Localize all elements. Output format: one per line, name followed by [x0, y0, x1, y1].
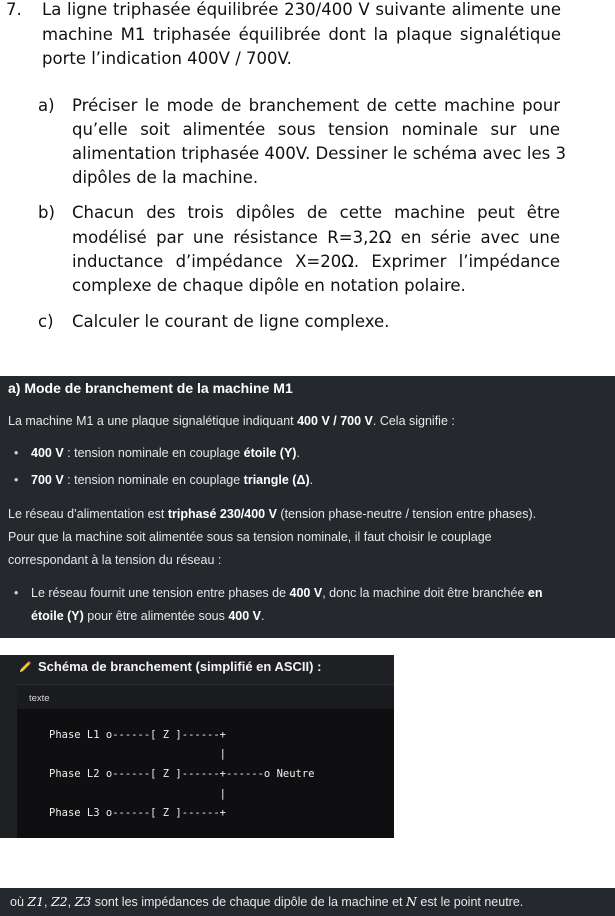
footer-text [10, 894, 523, 909]
answer-paragraph [8, 507, 536, 521]
code-line: Phase L2 o------[ Z ]------+------o Neutre [49, 768, 315, 780]
text: : tension nominale en couplage [63, 446, 244, 460]
exercise-statement [0, 0, 615, 365]
text: . [309, 473, 314, 487]
text: . Cela signifie : [372, 414, 455, 428]
math-z2: Z2 [50, 894, 68, 909]
code-line: Phase L1 o------[ Z ]------+ [49, 729, 227, 741]
bullet-icon: • [14, 446, 19, 460]
part-a-line: Préciser le mode de branchement de cette machine pour [72, 96, 560, 115]
exercise-number: 7. [6, 0, 22, 19]
code-block [17, 684, 394, 838]
text: : tension nominale en couplage [63, 473, 244, 487]
text: est le point neutre. [416, 895, 524, 909]
list-item [31, 586, 542, 600]
answer-paragraph: Pour que la machine soit alimentée sous sa tension nominale, il faut choisir le couplage [8, 530, 492, 544]
bullet-icon: • [14, 586, 19, 600]
part-c-line: Calculer le courant de ligne complexe. [72, 312, 390, 331]
text: pour être alimentée sous [83, 609, 229, 623]
bold-text: 400 V [289, 586, 323, 600]
answer-title: a) Mode de branchement de la machine M1 [8, 380, 293, 396]
code-line: | [49, 788, 227, 800]
pencil-icon [18, 660, 32, 674]
bold-text: 400 V [31, 446, 64, 460]
text: , donc la machine doit être branchée [322, 586, 528, 600]
part-a-label: a) [38, 96, 55, 115]
schema-card [0, 655, 394, 838]
text: . [296, 446, 300, 460]
bold-text: étoile (Y) [243, 446, 297, 460]
part-a-line: dipôles de la machine. [72, 168, 259, 187]
intro-line: machine M1 triphasée équilibrée dont la plaque signalétique [42, 25, 561, 44]
intro-line: porte l’indication 400V / 700V. [42, 49, 292, 68]
part-c-label: c) [38, 312, 54, 331]
code-header [17, 685, 394, 709]
text: , [67, 895, 75, 909]
math-n: N [406, 894, 417, 909]
part-a-line: qu’elle soit alimentée sous tension nominale sur une [72, 120, 560, 139]
bold-text: 400 V / 700 V [297, 414, 373, 428]
list-item [31, 446, 300, 460]
code-line: | [49, 748, 227, 760]
part-b-line: modélisé par une résistance R=3,2Ω en série avec une [72, 228, 560, 247]
text: Le réseau d’alimentation est [8, 507, 168, 521]
bold-text: en [527, 586, 543, 600]
answer-paragraph [8, 414, 455, 428]
code-language-label: texte [29, 693, 50, 704]
code-line: Phase L3 o------[ Z ]------+ [49, 807, 227, 819]
bold-text: étoile (Y) [31, 609, 84, 623]
part-b-label: b) [38, 203, 55, 222]
math-z1: Z1 [27, 894, 45, 909]
math-z3: Z3 [74, 894, 92, 909]
intro-line: La ligne triphasée équilibrée 230/400 V suivante alimente une [42, 0, 561, 19]
part-b-line: inductance d’impédance X=20Ω. Exprimer l’impédance [72, 252, 560, 271]
list-item-continuation [31, 609, 264, 623]
bold-text: 700 V [31, 473, 64, 487]
answer-block [0, 376, 615, 638]
bold-text: triangle (Δ) [243, 473, 310, 487]
bold-text: 400 V [228, 609, 261, 623]
part-b-line: complexe de chaque dipôle en notation polaire. [72, 276, 466, 295]
bullet-icon: • [14, 473, 19, 487]
part-b-line: Chacun des trois dipôles de cette machine peut être [72, 203, 560, 222]
text: Le réseau fournit une tension entre phases de [31, 586, 290, 600]
answer-paragraph: correspondant à la tension du réseau : [8, 553, 222, 567]
list-item [31, 473, 313, 487]
part-a-line: alimentation triphasée 400V. Dessiner le schéma avec les 3 [72, 144, 566, 163]
schema-title: Schéma de branchement (simplifié en ASCII) : [38, 659, 322, 674]
bold-text: triphasé 230/400 V [167, 507, 277, 521]
text: sont les impédances de chaque dipôle de la machine et [91, 895, 407, 909]
text: La machine M1 a une plaque signalétique indiquant [8, 414, 298, 428]
text: (tension phase-neutre / tension entre phases). [276, 507, 537, 521]
text: , [44, 895, 51, 909]
footer-note [0, 888, 615, 916]
text: . [261, 609, 265, 623]
text: où [10, 895, 28, 909]
